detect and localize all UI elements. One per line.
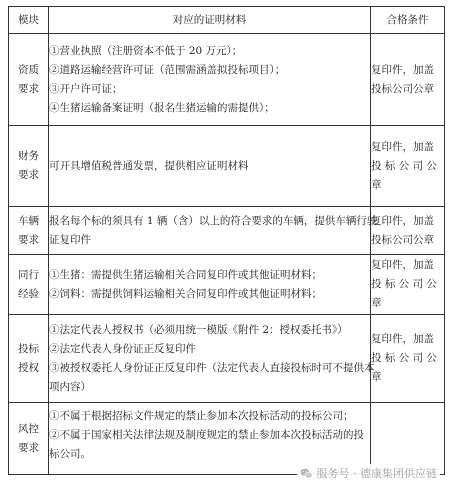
conditions-cell: 复印件，加盖 投 标 公 司 公 章 bbox=[371, 126, 445, 207]
module-cell: 同行 经验 bbox=[9, 255, 49, 315]
module-cell: 风控 要求 bbox=[9, 403, 49, 475]
watermark bbox=[297, 464, 441, 482]
conditions-cell: 复印件，加盖 投标公司公章 bbox=[371, 207, 445, 255]
wechat-icon bbox=[300, 467, 313, 480]
table-row bbox=[9, 255, 445, 315]
table-row bbox=[9, 315, 445, 403]
table-header-row bbox=[9, 7, 445, 34]
conditions-cell: 复印件，加盖 投 标 公 司 公 章 bbox=[371, 315, 445, 403]
materials-cell: 报名每个标的须具有 1 辆（含）以上的符合要求的车辆，提供车辆行驶 证复印件 bbox=[49, 207, 371, 255]
header-materials: 对应的证明材料 bbox=[49, 7, 371, 34]
materials-cell: ①法定代表人授权书（必须用统一模版《附件 2：授权委托书》） ②法定代表人身份证正反复印件 ③被授权委托人身份证正反复印件（法定代表人直接投标时可不提供本 项内容） bbox=[49, 315, 371, 403]
conditions-cell: 复印件，加盖 投 标 公 司 公 章 bbox=[371, 255, 445, 315]
table-row bbox=[9, 126, 445, 207]
module-cell: 投标 授权 bbox=[9, 315, 49, 403]
module-cell: 车辆 要求 bbox=[9, 207, 49, 255]
header-module: 模块 bbox=[9, 7, 49, 34]
table-row bbox=[9, 207, 445, 255]
conditions-cell: 复印件，加盖 投标公司公章 bbox=[371, 34, 445, 126]
table-row bbox=[9, 34, 445, 126]
watermark-text: 服务号 · 德康集团供应链 bbox=[316, 467, 437, 480]
materials-cell: ①营业执照（注册资本不低于 20 万元）； ②道路运输经营许可证（范围需涵盖拟投标项目）； ③开户许可证； ④生猪运输备案证明（报名生猪运输的需提供）； bbox=[49, 34, 371, 126]
module-cell: 财务 要求 bbox=[9, 126, 49, 207]
requirements-table bbox=[8, 6, 445, 475]
module-cell: 资质 要求 bbox=[9, 34, 49, 126]
materials-cell: ①不属于根据招标文件规定的禁止参加本次投标活动的投标公司； ②不属于国家相关法律法规及制度规定的禁止参加本次投标活动的投 标公司。 bbox=[49, 403, 371, 475]
materials-cell: 可开具增值税普通发票，提供相应证明材料 bbox=[49, 126, 371, 207]
header-conditions: 合格条件 bbox=[371, 7, 445, 34]
materials-cell: ①生猪：需提供生猪运输相关合同复印件或其他证明材料； ②饲料：需提供饲料运输相关合同复印件或其他证明材料； bbox=[49, 255, 371, 315]
